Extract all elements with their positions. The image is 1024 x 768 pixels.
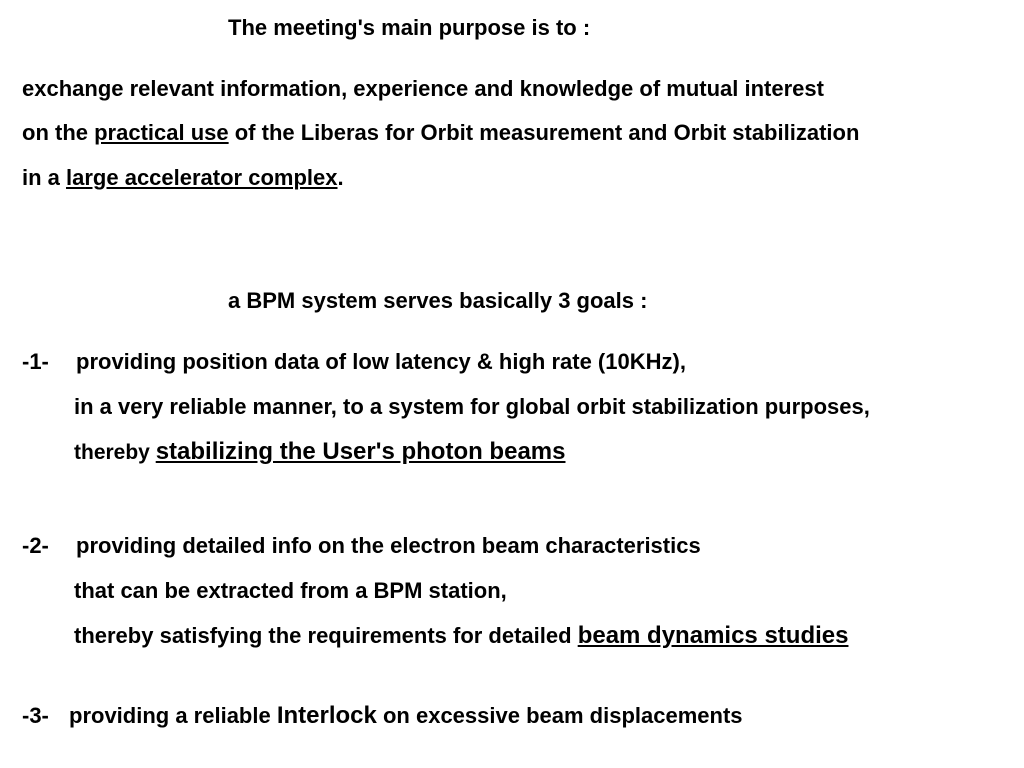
goal-2-number: -2- bbox=[22, 533, 49, 558]
goal-1-line-2: in a very reliable manner, to a system for global orbit stabilization purposes, bbox=[74, 394, 870, 419]
purpose-line-3: in a large accelerator complex. bbox=[22, 165, 344, 190]
goal-2-line-3: thereby satisfying the requirements for detailed beam dynamics studies bbox=[74, 622, 849, 649]
interlock-emphasis: Interlock bbox=[276, 702, 377, 729]
goal-1-number: -1- bbox=[22, 349, 49, 374]
goal-3-number: -3- bbox=[22, 703, 49, 728]
purpose-line-1: exchange relevant information, experience and knowledge of mutual interest bbox=[22, 76, 824, 101]
practical-use-emphasis: practical use bbox=[94, 120, 229, 145]
goal-2-line-2: that can be extracted from a BPM station, bbox=[74, 578, 507, 603]
goal-2-line-1: -2- providing detailed info on the electron beam characteristics bbox=[22, 533, 701, 558]
beam-dynamics-emphasis: beam dynamics studies bbox=[577, 622, 849, 649]
goal-1-line-3: thereby stabilizing the User's photon beams bbox=[74, 438, 566, 465]
goal-3-line-1: -3- providing a reliable Interlock on excessive beam displacements bbox=[22, 702, 743, 729]
goal-1-line-1: -1- providing position data of low latency & high rate (10KHz), bbox=[22, 349, 686, 374]
photon-beams-emphasis: stabilizing the User's photon beams bbox=[155, 438, 566, 465]
purpose-heading: The meeting's main purpose is to : bbox=[228, 15, 591, 40]
large-accelerator-complex-emphasis: large accelerator complex bbox=[66, 165, 338, 190]
goals-heading: a BPM system serves basically 3 goals : bbox=[228, 288, 648, 313]
purpose-line-2: on the practical use of the Liberas for Orbit measurement and Orbit stabilization bbox=[22, 120, 860, 145]
